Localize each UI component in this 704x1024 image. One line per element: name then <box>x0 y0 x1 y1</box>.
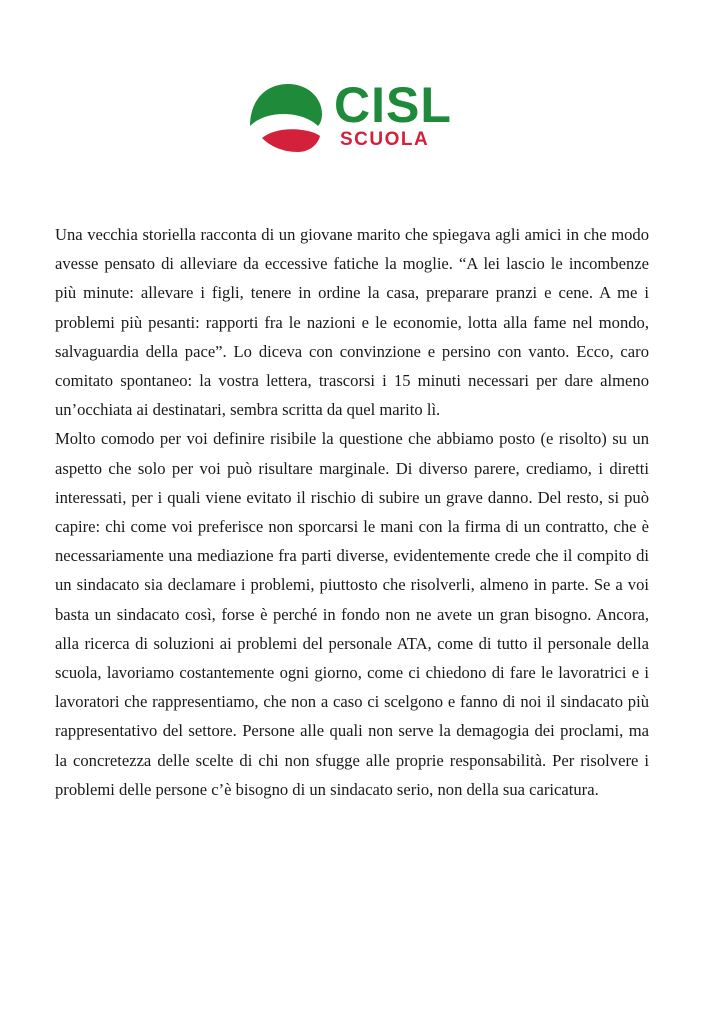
paragraph-2: Molto comodo per voi definire risibile la questione che abbiamo posto (e risolto) su un aspetto che solo per voi può risultare marginale. Di diverso parere, crediamo, i diretti interessati, per i quali viene evitato il rischio di subire un grave danno. Del resto, si può capire: chi come voi preferisce non sporcarsi le mani con la firma di un contratto, che è necessariamente una mediazione fra parti diverse, evidentemente crede che il compito di un sindacato sia declamare i problemi, piuttosto che risolverli, almeno in parte. Se a voi basta un sindacato così, forse è perché in fondo non ne avete un gran bisogno. Ancora, alla ricerca di soluzioni ai problemi del personale ATA, come di tutto il personale della scuola, lavoriamo costantemente ogni giorno, come ci chiedono di fare le lavoratrici e i lavoratori che rappresentiamo, che non a caso ci scelgono e fanno di noi il sindacato più rappresentativo del settore. Persone alle quali non serve la demagogia dei proclami, ma la concretezza delle scelte di chi non sfugge alle proprie responsabilità. Per risolvere i problemi delle persone c’è bisogno di un sindacato serio, non della sua caricatura. <box>55 429 649 799</box>
paragraph-1: Una vecchia storiella racconta di un giovane marito che spiegava agli amici in che modo avesse pensato di alleviare da eccessive fatiche la moglie. “A lei lascio le incombenze più minute: allevare i figli, tenere in ordine la casa, preparare pranzi e cene. A me i problemi più pesanti: rapporti fra le nazioni e le economie, lotta alla fame nel mondo, salvaguardia della pace”. Lo diceva con convinzione e persino con vanto. Ecco, caro comitato spontaneo: la vostra lettera, trascorsi i 15 minuti necessari per dare almeno un’occhiata ai destinatari, sembra scritta da quel marito lì. <box>55 225 649 420</box>
cisl-scuola-logo <box>248 77 458 158</box>
cisl-logo-icon <box>248 80 324 154</box>
logo-subtitle: SCUOLA <box>340 129 430 150</box>
logo-title: CISL <box>334 77 452 133</box>
letter-body <box>55 220 649 804</box>
